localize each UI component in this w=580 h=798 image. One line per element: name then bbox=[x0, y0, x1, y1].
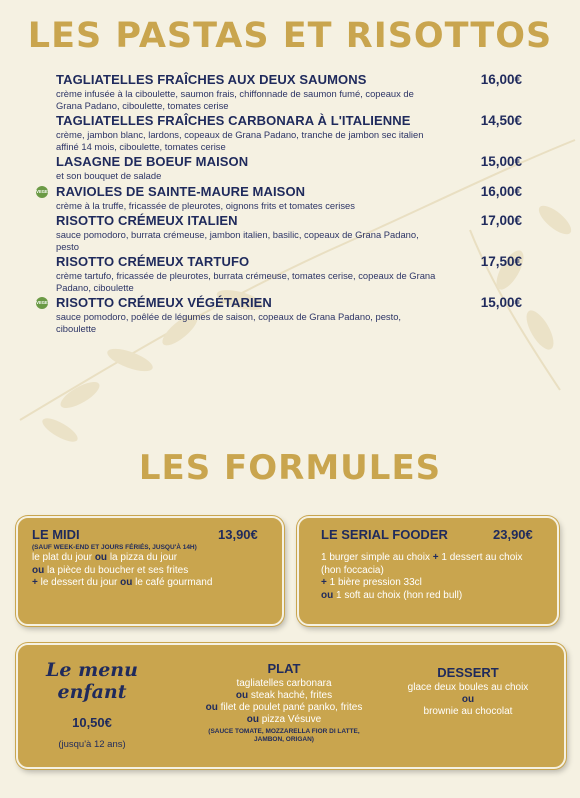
pizza-ingredients: (SAUCE TOMATE, MOZZARELLA FIOR DI LATTE, JAMBON, ORIGAN) bbox=[208, 728, 360, 743]
item-name: TAGLIATELLES FRAÎCHES CARBONARA À L'ITALIENNE bbox=[56, 113, 411, 128]
menu-enfant-title bbox=[36, 659, 148, 703]
plat-column bbox=[184, 661, 384, 744]
menu-enfant-age: (jusqu'à 12 ans) bbox=[58, 739, 126, 750]
dessert-column bbox=[388, 665, 548, 718]
menu-enfant-title-line1: Le menu bbox=[46, 659, 138, 681]
item-name: TAGLIATELLES FRAÎCHES AUX DEUX SAUMONS bbox=[56, 72, 367, 87]
item-price: 16,00€ bbox=[480, 72, 522, 87]
pastas-heading: LES PASTAS ET RISOTTOS bbox=[27, 16, 553, 56]
formule-title: LE MIDI bbox=[32, 527, 80, 542]
item-price: 17,50€ bbox=[480, 254, 522, 269]
or-word: ou bbox=[246, 714, 259, 725]
plus-sign: + bbox=[32, 577, 38, 588]
or-word: ou bbox=[321, 589, 334, 601]
item-description: et son bouquet de salade bbox=[56, 170, 162, 181]
dessert-option: glace deux boules au choix bbox=[407, 682, 529, 693]
or-word: ou bbox=[32, 564, 45, 576]
item-price: 16,00€ bbox=[480, 183, 522, 199]
item-name: RAVIOLES DE SAINTE-MAURE MAISON bbox=[56, 183, 306, 199]
formule-details bbox=[321, 552, 553, 602]
vegetarian-badge-icon: VEGE bbox=[36, 297, 48, 309]
midi-line1a: le plat du jour bbox=[32, 552, 95, 563]
vegetarian-badge-icon: VEGE bbox=[36, 186, 48, 198]
formule-serial-fooder-card bbox=[297, 516, 559, 626]
formule-details bbox=[32, 544, 277, 590]
item-description: crème tartufo, fricassée de pleurotes, burrata crémeuse, tomates cerise, copeaux de Grana Padano, ciboulette bbox=[56, 270, 436, 293]
formule-price: 23,90€ bbox=[493, 527, 533, 542]
list-item bbox=[56, 154, 526, 182]
formule-midi-card bbox=[16, 516, 284, 626]
serial-line1a: 1 burger simple au choix bbox=[321, 552, 433, 563]
serial-line4: 1 soft au choix (hon red bull) bbox=[333, 589, 463, 601]
dessert-option: brownie au chocolat bbox=[423, 706, 513, 717]
item-description: crème, jambon blanc, lardons, copeaux de Grana Padano, tranche de jambon sec italien affiné 14 mois, ciboulette, tomates cerise bbox=[56, 129, 424, 152]
plat-option: tagliatelles carbonara bbox=[236, 678, 332, 689]
item-price: 17,00€ bbox=[480, 213, 522, 228]
or-word: ou bbox=[235, 690, 249, 701]
midi-line3a: le dessert du jour bbox=[37, 577, 121, 588]
serial-line1b: 1 dessert au choix bbox=[438, 552, 523, 563]
or-word: ou bbox=[205, 702, 218, 713]
serial-line2: (hon foccacia) bbox=[321, 564, 384, 576]
menu-enfant-price: 10,50€ bbox=[72, 715, 112, 730]
plus-sign: + bbox=[432, 552, 439, 563]
item-name: RISOTTO CRÉMEUX VÉGÉTARIEN bbox=[56, 295, 272, 310]
plat-option: filet de poulet pané panko, frites bbox=[217, 702, 363, 713]
pastas-list bbox=[36, 72, 526, 336]
dessert-heading: DESSERT bbox=[437, 665, 499, 680]
item-name: RISOTTO CRÉMEUX ITALIEN bbox=[56, 213, 238, 228]
item-name: RISOTTO CRÉMEUX TARTUFO bbox=[56, 254, 250, 269]
or-word: ou bbox=[120, 577, 133, 588]
plat-heading: PLAT bbox=[267, 661, 301, 676]
menu-enfant-title-line2: enfant bbox=[57, 681, 127, 703]
formule-price: 13,90€ bbox=[218, 527, 258, 542]
formules-heading: LES FORMULES bbox=[138, 448, 442, 488]
midi-line3b: le café gourmand bbox=[132, 577, 213, 588]
midi-line2: la pièce du boucher et ses frites bbox=[44, 564, 189, 576]
item-description: crème infusée à la ciboulette, saumon frais, chiffonnade de saumon fumé, copeaux de Grana Padano, ciboulette, tomates cerise bbox=[56, 88, 414, 111]
item-price: 15,00€ bbox=[480, 154, 522, 169]
item-description: sauce pomodoro, poêlée de légumes de saison, copeaux de Grana Padano, pesto, ciboulette bbox=[56, 311, 402, 334]
formule-note: (SAUF WEEK-END ET JOURS FÉRIÉS, JUSQU'À 14H) bbox=[32, 544, 197, 551]
list-item bbox=[56, 213, 526, 252]
menu-enfant-card bbox=[16, 643, 566, 769]
serial-line3: 1 bière pression 33cl bbox=[326, 577, 422, 588]
list-item bbox=[56, 254, 526, 293]
item-description: sauce pomodoro, burrata crémeuse, jambon italien, basilic, copeaux de Grana Padano, pesto bbox=[56, 229, 419, 252]
or-word: ou bbox=[94, 552, 108, 563]
item-price: 15,00€ bbox=[480, 295, 522, 310]
item-name: LASAGNE DE BOEUF MAISON bbox=[56, 154, 249, 169]
list-item bbox=[36, 295, 526, 334]
midi-line1b: la pizza du jour bbox=[107, 552, 178, 563]
or-word: ou bbox=[461, 694, 475, 705]
item-price: 14,50€ bbox=[480, 113, 522, 128]
plat-option: pizza Vésuve bbox=[258, 714, 322, 725]
plus-sign: + bbox=[321, 577, 327, 588]
list-item bbox=[56, 72, 526, 111]
list-item bbox=[36, 183, 526, 212]
plat-option: steak haché, frites bbox=[248, 690, 333, 701]
formule-title: LE SERIAL FOODER bbox=[321, 527, 448, 542]
list-item bbox=[56, 113, 526, 152]
item-description: crème à la truffe, fricassée de pleurotes, oignons frits et tomates cerises bbox=[56, 199, 355, 211]
